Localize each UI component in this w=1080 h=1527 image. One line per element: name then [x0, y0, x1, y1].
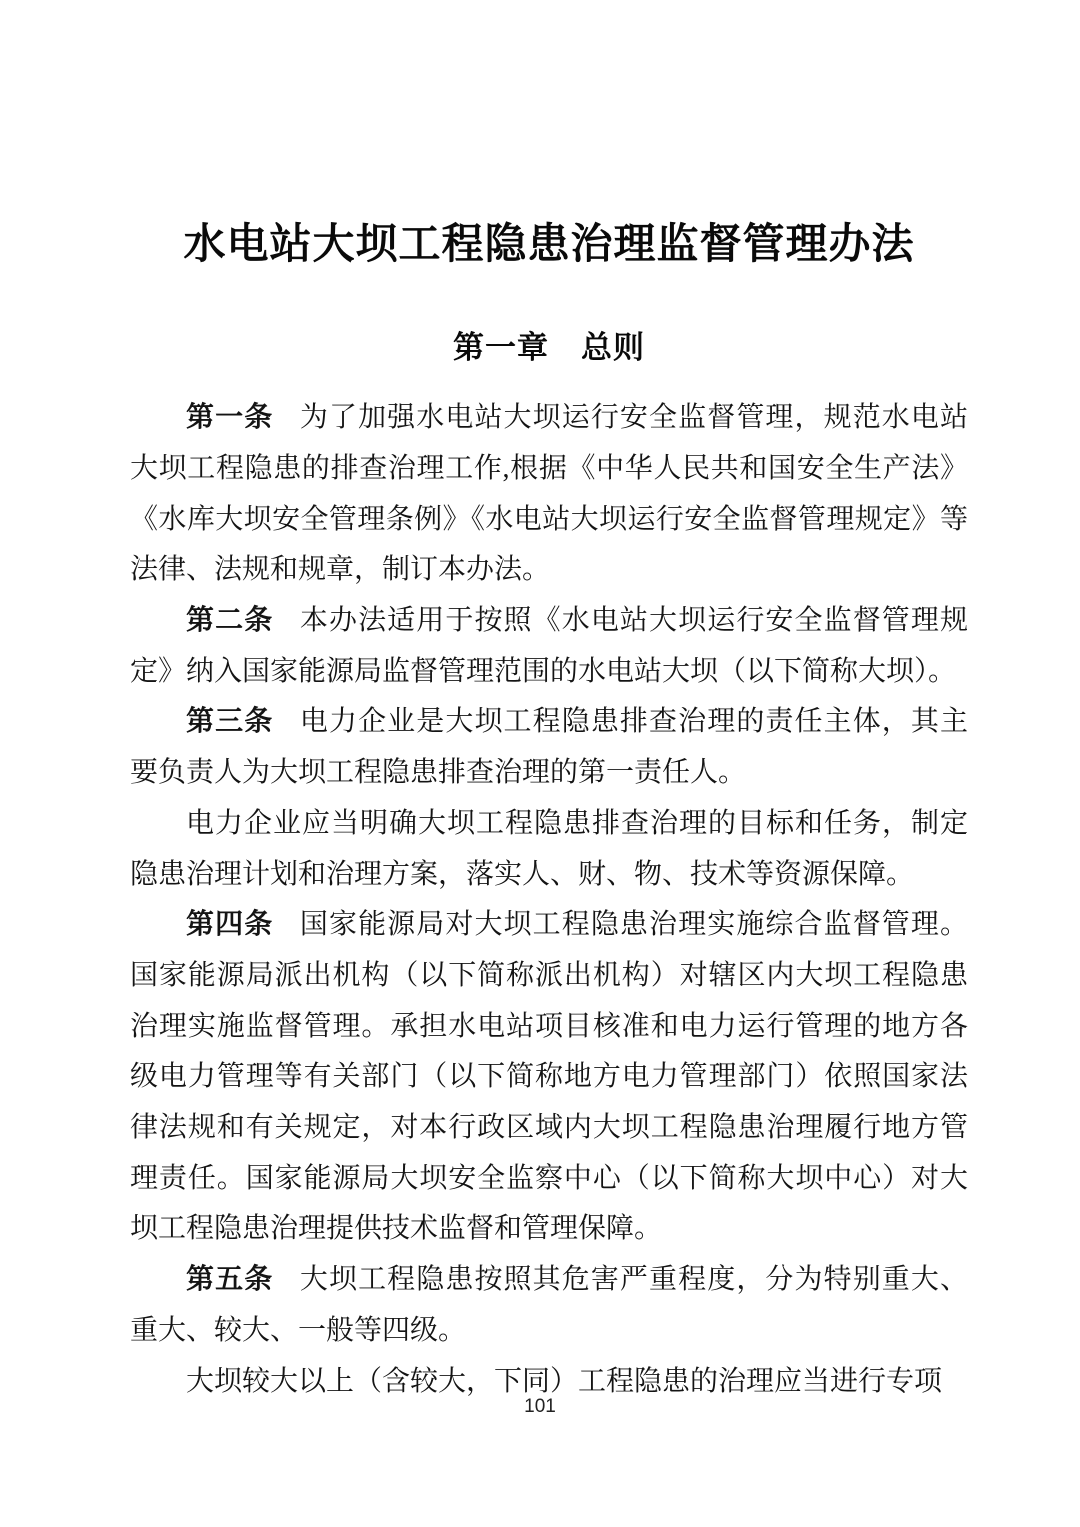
article-paragraph: [130, 596, 968, 697]
article-text: 电力企业应当明确大坝工程隐患排查治理的目标和任务，制定隐患治理计划和治理方案，落实人、财、物、技术等资源保障。: [130, 807, 968, 890]
article-number-label: 第五条: [186, 1264, 274, 1296]
article-text: 为了加强水电站大坝运行安全监督管理，规范水电站大坝工程隐患的排查治理工作,根据《中华人民共和国安全生产法》《水库大坝安全管理条例》《水电站大坝运行安全监督管理规定》等法律、法规和规章，制订本办法。: [130, 402, 968, 586]
document-title: 水电站大坝工程隐患治理监督管理办法: [183, 222, 915, 268]
article-text: 国家能源局对大坝工程隐患治理实施综合监督管理。国家能源局派出机构（以下简称派出机构）对辖区内大坝工程隐患治理实施监督管理。承担水电站项目核准和电力运行管理的地方各级电力管理等有关部门（以下简称地方电力管理部门）依照国家法律法规和有关规定，对本行政区域内大坝工程隐患治理履行地方管理责任。国家能源局大坝安全监察中心（以下简称大坝中心）对大坝工程隐患治理提供技术监督和管理保障。: [130, 909, 968, 1245]
chapter-heading: 第一章 总则: [453, 330, 645, 366]
article-paragraph: [130, 697, 968, 798]
article-text: 大坝较大以上（含较大，下同）工程隐患的治理应当进行专项: [186, 1365, 943, 1397]
article-text: 大坝工程隐患按照其危害严重程度，分为特别重大、重大、较大、一般等四级。: [130, 1264, 968, 1346]
article-text: 本办法适用于按照《水电站大坝运行安全监督管理规定》纳入国家能源局监督管理范围的水电站大坝（以下简称大坝）。: [130, 605, 968, 687]
document-content: [130, 0, 968, 1407]
article-paragraph: [130, 799, 968, 900]
article-text: 电力企业是大坝工程隐患排查治理的责任主体，其主要负责人为大坝工程隐患排查治理的第一责任人。: [130, 706, 968, 789]
article-number-label: 第二条: [186, 605, 274, 636]
page-number: 101: [524, 1396, 556, 1417]
article-paragraph: [130, 900, 968, 1255]
article-paragraph: [130, 1255, 968, 1356]
article-number-label: 第一条: [186, 402, 274, 434]
article-number-label: 第三条: [186, 706, 274, 738]
article-paragraph: [130, 393, 968, 596]
document-body: [130, 393, 968, 1407]
article-number-label: 第四条: [186, 909, 274, 941]
